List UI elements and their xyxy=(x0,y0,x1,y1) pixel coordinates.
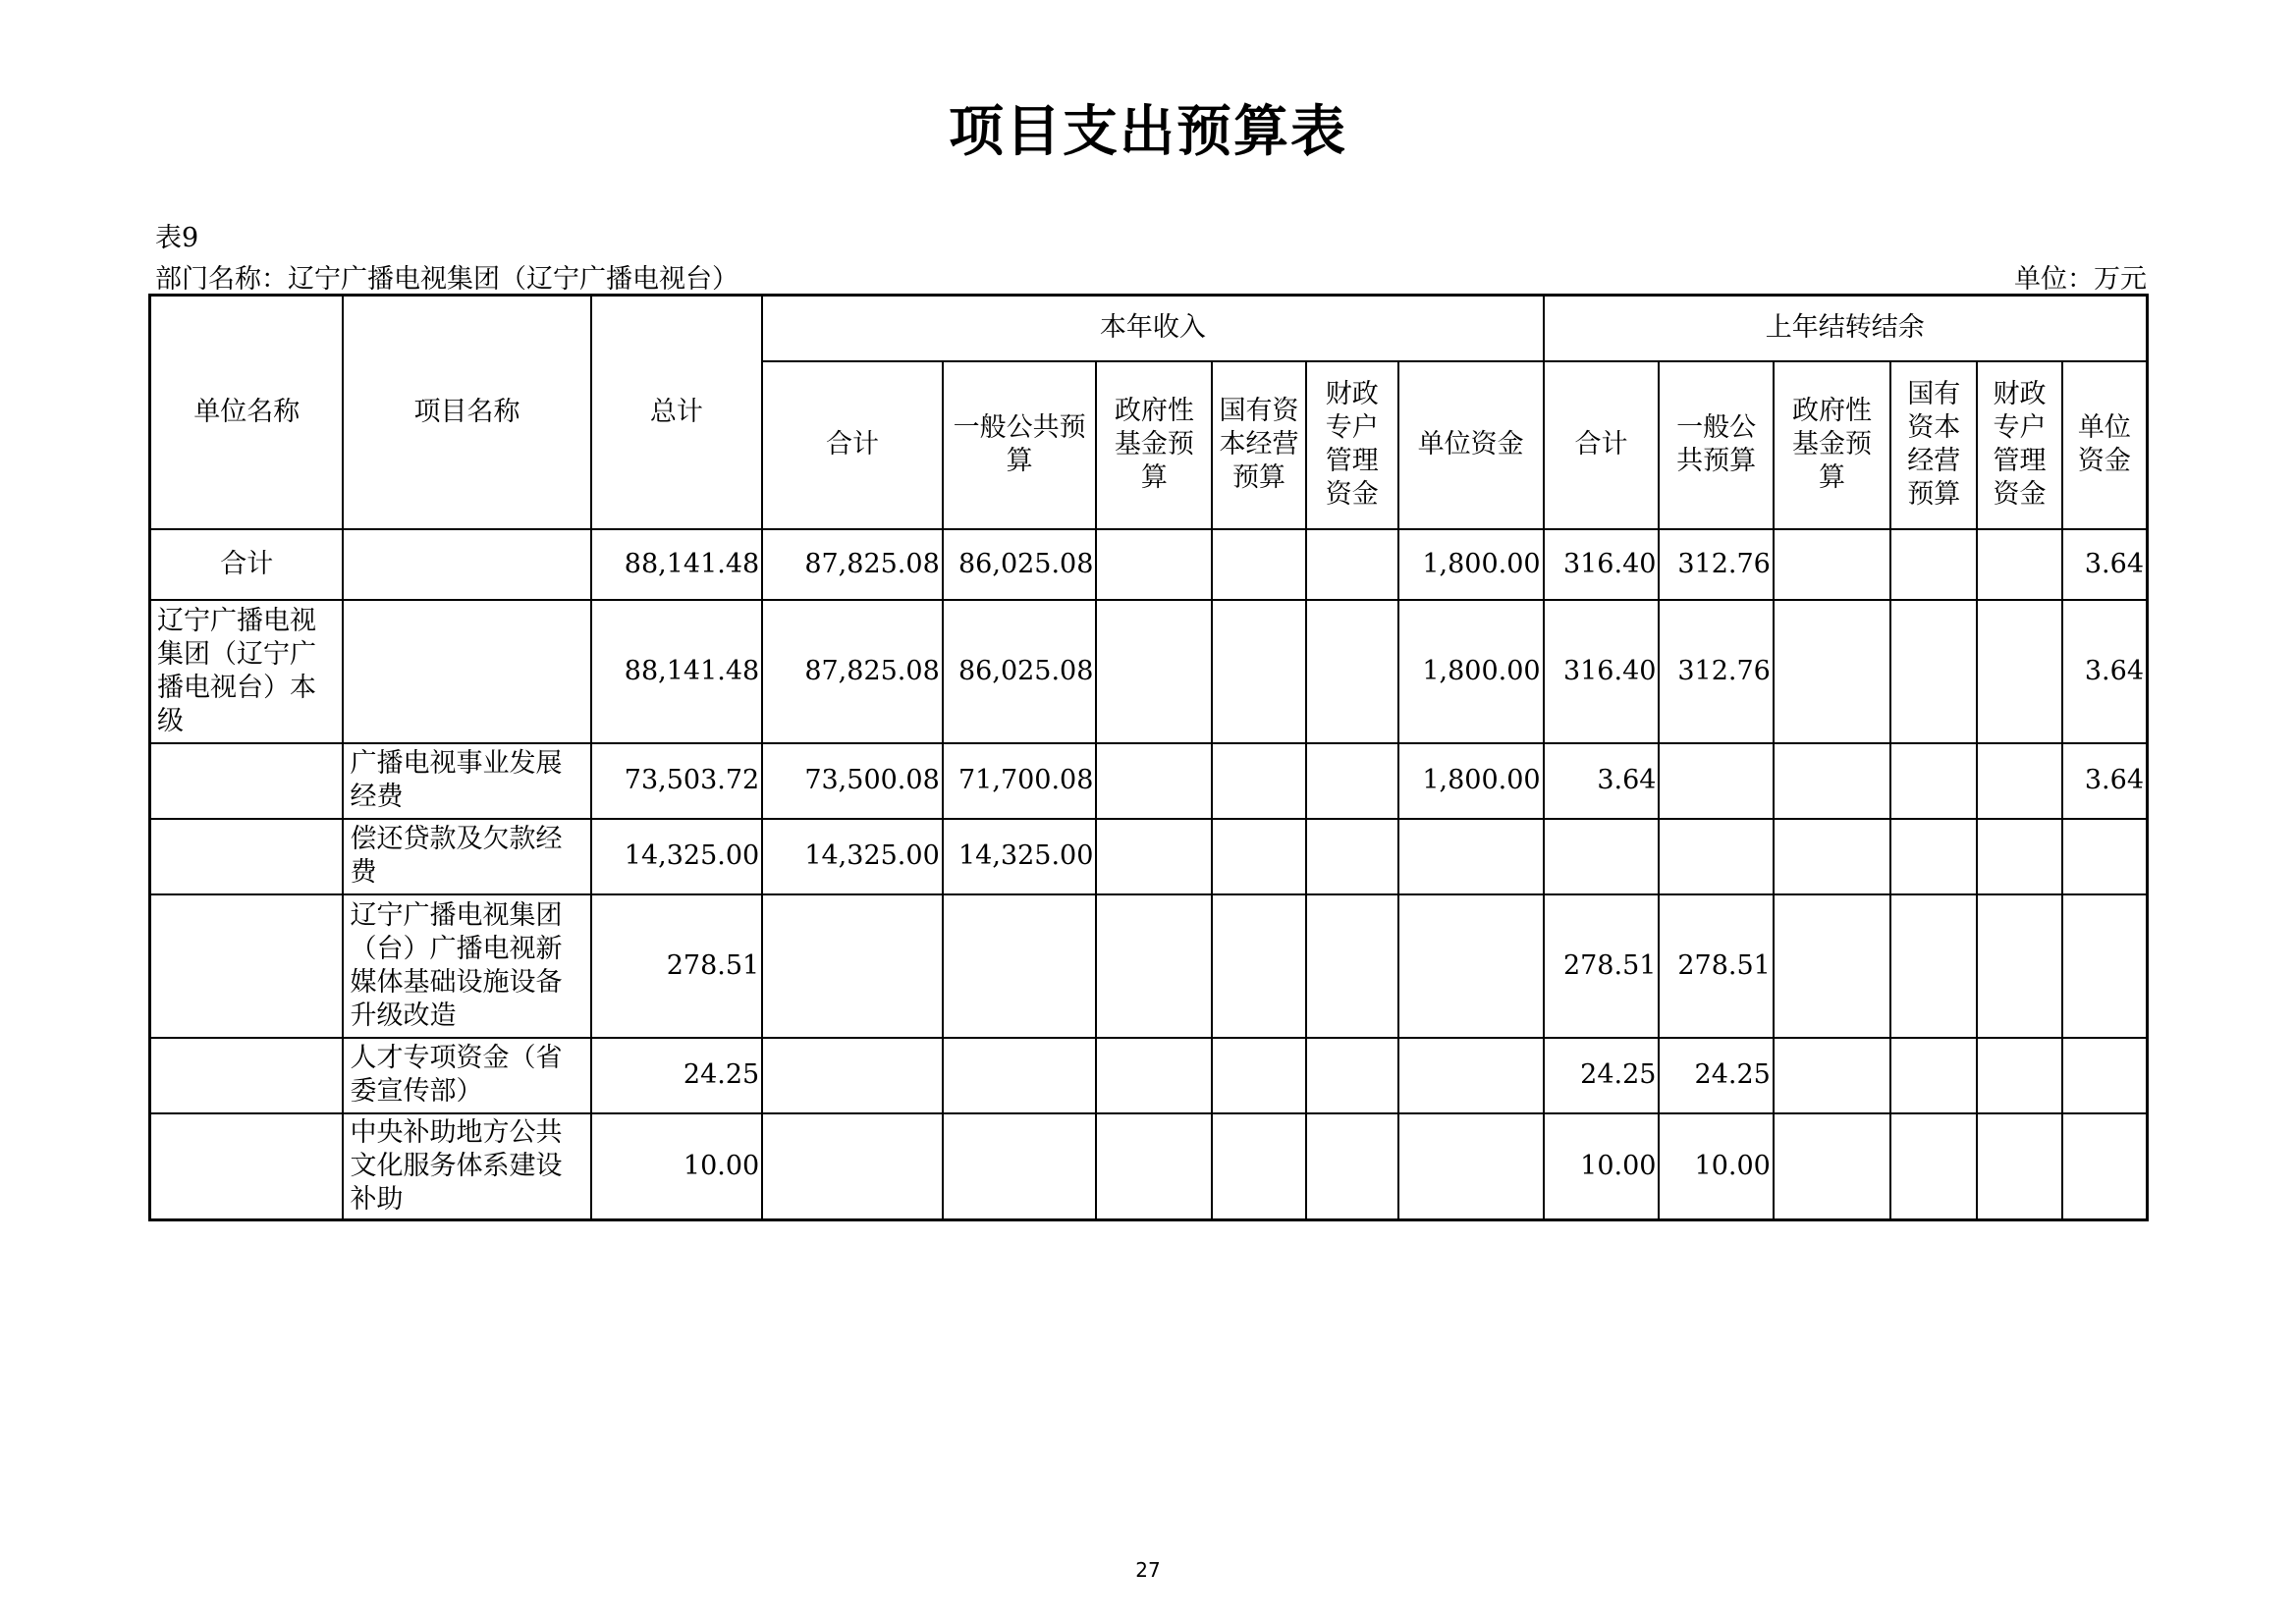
table-row xyxy=(150,529,2148,600)
cell-total: 88,141.48 xyxy=(591,600,763,743)
table-row xyxy=(150,743,2148,819)
header-project-name: 项目名称 xyxy=(343,296,590,529)
cell-total: 24.25 xyxy=(591,1038,763,1113)
table-row xyxy=(150,894,2148,1038)
cell-py-unit-funds xyxy=(2062,894,2148,1038)
cell-project xyxy=(343,600,590,743)
page-number: 27 xyxy=(1135,1558,1161,1582)
cell-unit xyxy=(150,743,344,819)
header-py-state-capital-budget: 国有资本经营预算 xyxy=(1890,361,1977,529)
cell-project xyxy=(343,529,590,600)
cell-unit xyxy=(150,1113,344,1220)
cell-cy-unit-funds: 1,800.00 xyxy=(1398,529,1544,600)
table-row xyxy=(150,1113,2148,1220)
cell-py-unit-funds xyxy=(2062,1038,2148,1113)
cell-py-unit-funds: 3.64 xyxy=(2062,529,2148,600)
cell-cy-unit-funds xyxy=(1398,1038,1544,1113)
header-cy-general-public-budget: 一般公共预算 xyxy=(943,361,1097,529)
cell-cy-fiscal-special xyxy=(1306,894,1398,1038)
cell-cy-gov-fund xyxy=(1096,743,1212,819)
cell-py-gov-fund xyxy=(1774,1038,1890,1113)
cell-cy-unit-funds: 1,800.00 xyxy=(1398,743,1544,819)
cell-cy-subtotal: 14,325.00 xyxy=(762,819,943,894)
cell-py-unit-funds xyxy=(2062,1113,2148,1220)
cell-py-gov-fund xyxy=(1774,1113,1890,1220)
header-py-unit-funds: 单位资金 xyxy=(2062,361,2148,529)
cell-py-state-capital xyxy=(1890,819,1977,894)
cell-py-fiscal-special xyxy=(1977,600,2062,743)
cell-py-general: 278.51 xyxy=(1659,894,1773,1038)
table-row xyxy=(150,1038,2148,1113)
cell-py-unit-funds: 3.64 xyxy=(2062,743,2148,819)
header-cy-subtotal: 合计 xyxy=(762,361,943,529)
cell-total: 278.51 xyxy=(591,894,763,1038)
cell-cy-gov-fund xyxy=(1096,1038,1212,1113)
cell-cy-state-capital xyxy=(1212,529,1306,600)
cell-cy-gov-fund xyxy=(1096,529,1212,600)
cell-py-subtotal: 316.40 xyxy=(1544,600,1660,743)
page-title: 项目支出预算表 xyxy=(949,100,1347,164)
cell-unit xyxy=(150,819,344,894)
cell-py-subtotal xyxy=(1544,819,1660,894)
cell-cy-gov-fund xyxy=(1096,600,1212,743)
cell-total: 10.00 xyxy=(591,1113,763,1220)
header-row-1 xyxy=(150,296,2148,361)
cell-cy-subtotal xyxy=(762,1038,943,1113)
cell-py-general: 24.25 xyxy=(1659,1038,1773,1113)
cell-py-state-capital xyxy=(1890,1038,1977,1113)
cell-cy-fiscal-special xyxy=(1306,743,1398,819)
cell-py-fiscal-special xyxy=(1977,894,2062,1038)
cell-py-state-capital xyxy=(1890,1113,1977,1220)
cell-cy-gov-fund xyxy=(1096,819,1212,894)
cell-py-unit-funds: 3.64 xyxy=(2062,600,2148,743)
cell-project: 中央补助地方公共文化服务体系建设补助 xyxy=(343,1113,590,1220)
cell-cy-gov-fund xyxy=(1096,1113,1212,1220)
cell-project: 辽宁广播电视集团（台）广播电视新媒体基础设施设备升级改造 xyxy=(343,894,590,1038)
cell-cy-fiscal-special xyxy=(1306,819,1398,894)
header-unit-name: 单位名称 xyxy=(150,296,344,529)
project-expenditure-table xyxy=(148,294,2149,1221)
cell-py-general: 10.00 xyxy=(1659,1113,1773,1220)
cell-py-fiscal-special xyxy=(1977,819,2062,894)
currency-unit: 单位：万元 xyxy=(2014,264,2147,295)
cell-py-general: 312.76 xyxy=(1659,529,1773,600)
cell-py-general: 312.76 xyxy=(1659,600,1773,743)
cell-py-subtotal: 316.40 xyxy=(1544,529,1660,600)
cell-cy-subtotal: 73,500.08 xyxy=(762,743,943,819)
cell-cy-state-capital xyxy=(1212,743,1306,819)
cell-project: 广播电视事业发展经费 xyxy=(343,743,590,819)
cell-py-subtotal: 3.64 xyxy=(1544,743,1660,819)
cell-cy-subtotal: 87,825.08 xyxy=(762,600,943,743)
cell-py-subtotal: 278.51 xyxy=(1544,894,1660,1038)
cell-cy-state-capital xyxy=(1212,600,1306,743)
cell-py-gov-fund xyxy=(1774,894,1890,1038)
cell-cy-state-capital xyxy=(1212,1113,1306,1220)
header-py-general-public-budget: 一般公共预算 xyxy=(1659,361,1773,529)
cell-cy-unit-funds: 1,800.00 xyxy=(1398,600,1544,743)
cell-total: 73,503.72 xyxy=(591,743,763,819)
header-total: 总计 xyxy=(591,296,763,529)
cell-cy-unit-funds xyxy=(1398,1113,1544,1220)
cell-cy-general xyxy=(943,1113,1097,1220)
cell-unit: 合计 xyxy=(150,529,344,600)
cell-py-fiscal-special xyxy=(1977,1113,2062,1220)
department-name: 部门名称：辽宁广播电视集团（辽宁广播电视台） xyxy=(155,264,738,295)
cell-cy-general: 86,025.08 xyxy=(943,600,1097,743)
cell-total: 14,325.00 xyxy=(591,819,763,894)
cell-py-general xyxy=(1659,743,1773,819)
cell-py-fiscal-special xyxy=(1977,1038,2062,1113)
cell-cy-subtotal xyxy=(762,1113,943,1220)
table-row xyxy=(150,600,2148,743)
cell-cy-fiscal-special xyxy=(1306,1038,1398,1113)
header-py-subtotal: 合计 xyxy=(1544,361,1660,529)
cell-py-subtotal: 24.25 xyxy=(1544,1038,1660,1113)
cell-py-unit-funds xyxy=(2062,819,2148,894)
cell-py-gov-fund xyxy=(1774,819,1890,894)
cell-py-subtotal: 10.00 xyxy=(1544,1113,1660,1220)
cell-cy-fiscal-special xyxy=(1306,1113,1398,1220)
cell-py-gov-fund xyxy=(1774,600,1890,743)
header-py-gov-fund-budget: 政府性基金预算 xyxy=(1774,361,1890,529)
cell-cy-state-capital xyxy=(1212,894,1306,1038)
header-cy-unit-funds: 单位资金 xyxy=(1398,361,1544,529)
cell-py-gov-fund xyxy=(1774,529,1890,600)
cell-py-state-capital xyxy=(1890,600,1977,743)
header-current-year-income: 本年收入 xyxy=(762,296,1543,361)
header-cy-gov-fund-budget: 政府性基金预算 xyxy=(1096,361,1212,529)
table-number: 表9 xyxy=(155,223,199,253)
cell-cy-fiscal-special xyxy=(1306,529,1398,600)
table-row xyxy=(150,819,2148,894)
cell-cy-general: 14,325.00 xyxy=(943,819,1097,894)
cell-unit xyxy=(150,1038,344,1113)
cell-cy-general xyxy=(943,1038,1097,1113)
cell-cy-general: 86,025.08 xyxy=(943,529,1097,600)
cell-py-fiscal-special xyxy=(1977,529,2062,600)
cell-total: 88,141.48 xyxy=(591,529,763,600)
cell-cy-general: 71,700.08 xyxy=(943,743,1097,819)
cell-py-general xyxy=(1659,819,1773,894)
header-prior-year-carryover: 上年结转结余 xyxy=(1544,296,2148,361)
cell-cy-unit-funds xyxy=(1398,819,1544,894)
cell-py-state-capital xyxy=(1890,894,1977,1038)
cell-cy-state-capital xyxy=(1212,819,1306,894)
cell-cy-unit-funds xyxy=(1398,894,1544,1038)
cell-py-state-capital xyxy=(1890,529,1977,600)
cell-py-fiscal-special xyxy=(1977,743,2062,819)
cell-cy-gov-fund xyxy=(1096,894,1212,1038)
cell-cy-subtotal xyxy=(762,894,943,1038)
cell-py-state-capital xyxy=(1890,743,1977,819)
cell-cy-general xyxy=(943,894,1097,1038)
cell-project: 偿还贷款及欠款经费 xyxy=(343,819,590,894)
cell-cy-fiscal-special xyxy=(1306,600,1398,743)
cell-unit: 辽宁广播电视集团（辽宁广播电视台）本级 xyxy=(150,600,344,743)
header-py-fiscal-special-account: 财政专户管理资金 xyxy=(1977,361,2062,529)
cell-py-gov-fund xyxy=(1774,743,1890,819)
header-cy-state-capital-budget: 国有资本经营预算 xyxy=(1212,361,1306,529)
cell-unit xyxy=(150,894,344,1038)
header-cy-fiscal-special-account: 财政专户管理资金 xyxy=(1306,361,1398,529)
cell-cy-subtotal: 87,825.08 xyxy=(762,529,943,600)
cell-project: 人才专项资金（省委宣传部） xyxy=(343,1038,590,1113)
cell-cy-state-capital xyxy=(1212,1038,1306,1113)
